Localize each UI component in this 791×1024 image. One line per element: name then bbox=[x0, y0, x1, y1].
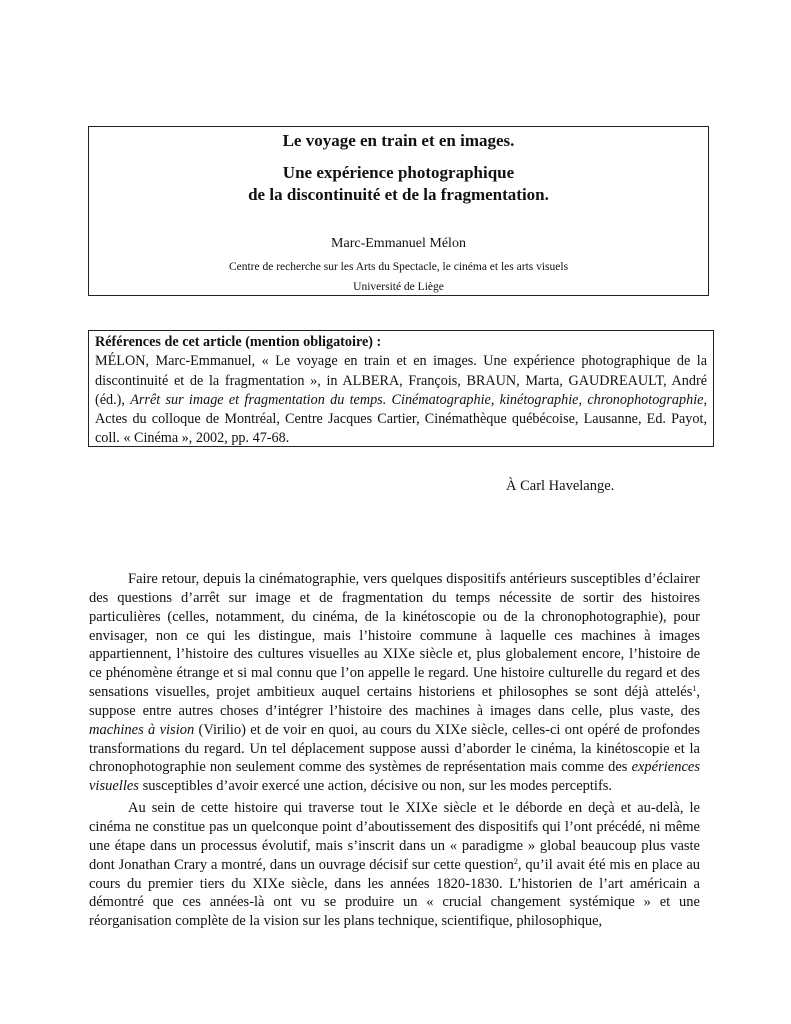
dedication: À Carl Havelange. bbox=[506, 478, 615, 494]
paragraph-text: Au sein de cette histoire qui traverse tout le XIXe siècle et le déborde en deçà et au-delà, le cinéma ne constitue pas un quelconque point d’aboutissement des dispositifs qui l’ont précédé, ni même une étape dans un processus évolutif, mais s’inscrit dans un « paradigme » global beaucoup plus vaste dont Jonathan Crary a montré, dans un ouvrage décisif sur cette question bbox=[89, 800, 700, 873]
article-subtitle-line-1: Une expérience photographique bbox=[282, 163, 515, 182]
reference-citation bbox=[95, 352, 707, 448]
title-box bbox=[88, 126, 709, 296]
italic-term: expériences visuelles bbox=[89, 759, 700, 795]
reference-heading: Références de cet article (mention obligatoire) : bbox=[95, 334, 382, 350]
citation-book-title: Arrêt sur image et fragmentation du temps. Cinématographie, kinétographie, chronophotographie bbox=[130, 391, 704, 408]
footnote-ref[interactable]: 1 bbox=[692, 684, 697, 694]
article-subtitle-line-2: de la discontinuité et de la fragmentation. bbox=[248, 185, 549, 204]
footnote-ref[interactable]: 2 bbox=[513, 856, 518, 866]
article-title: Le voyage en train et en images. bbox=[282, 131, 515, 150]
paragraph-text: (Virilio) et de voir en quoi, au cours du XIXe siècle, celles-ci ont opéré de profondes transformations du regard. Un tel déplacement suppose aussi d’aborder le cinéma, la kinétoscopie et la chronophotographie non seulement comme des systèmes de représentation mais comme des bbox=[89, 721, 700, 776]
affiliation-university: Université de Liège bbox=[353, 281, 444, 293]
paragraph bbox=[89, 799, 700, 931]
paragraph-text: Faire retour, depuis la cinématographie, vers quelques dispositifs antérieurs susceptibles d’éclairer des questions d’arrêt sur image et de fragmentation du temps nécessite de sortir des histoires particulières (celles, notamment, du cinéma, de la kinétoscopie ou de la chronophotographie), pour envisager, non ce qui les distingue, mais l’histoire commune à laquelle ces machines à images appartiennent, l’histoire des cultures visuelles au XIXe siècle et, plus globalement encore, l’histoire de ce phénomène étrange et si mal connu que l’on appelle le regard. Une histoire culturelle du regard et des sensations visuelles, projet ambitieux auquel certains historiens et philosophes se sont déjà attelés bbox=[89, 571, 700, 701]
author-name: Marc-Emmanuel Mélon bbox=[331, 236, 466, 251]
reference-box bbox=[88, 330, 714, 447]
citation-text-end: , Actes du colloque de Montréal, Centre Jacques Cartier, Cinémathèque québécoise, Lausanne, Ed. Payot, coll. « Cinéma », 2002, pp. 47-68. bbox=[95, 391, 707, 447]
paragraph-text: , suppose entre autres choses d’intégrer l’histoire des machines à images dans celle, plus vaste, des bbox=[89, 684, 700, 719]
italic-term: machines à vision bbox=[89, 721, 195, 738]
body-text bbox=[89, 570, 700, 931]
paragraph-text: susceptibles d’avoir exercé une action, décisive ou non, sur les modes perceptifs. bbox=[138, 778, 613, 795]
citation-text: MÉLON, Marc-Emmanuel, « Le voyage en train et en images. Une expérience photographique de la discontinuité et de la fragmentation », in ALBERA, François, BRAUN, Marta, GAUDREAULT, André (éd.), bbox=[95, 353, 707, 408]
paragraph-text: , qu’il avait été mis en place au cours du premier tiers du XIXe siècle, dans les années 1820-1830. L’historien de l’art américain a démontré que ces années-là ont vu se produire un « crucial changement systémique » et une réorganisation complète de la vision sur les plans technique, scientifique, philosophique, bbox=[89, 856, 700, 930]
paragraph bbox=[89, 570, 700, 796]
affiliation-center: Centre de recherche sur les Arts du Spectacle, le cinéma et les arts visuels bbox=[228, 261, 569, 273]
